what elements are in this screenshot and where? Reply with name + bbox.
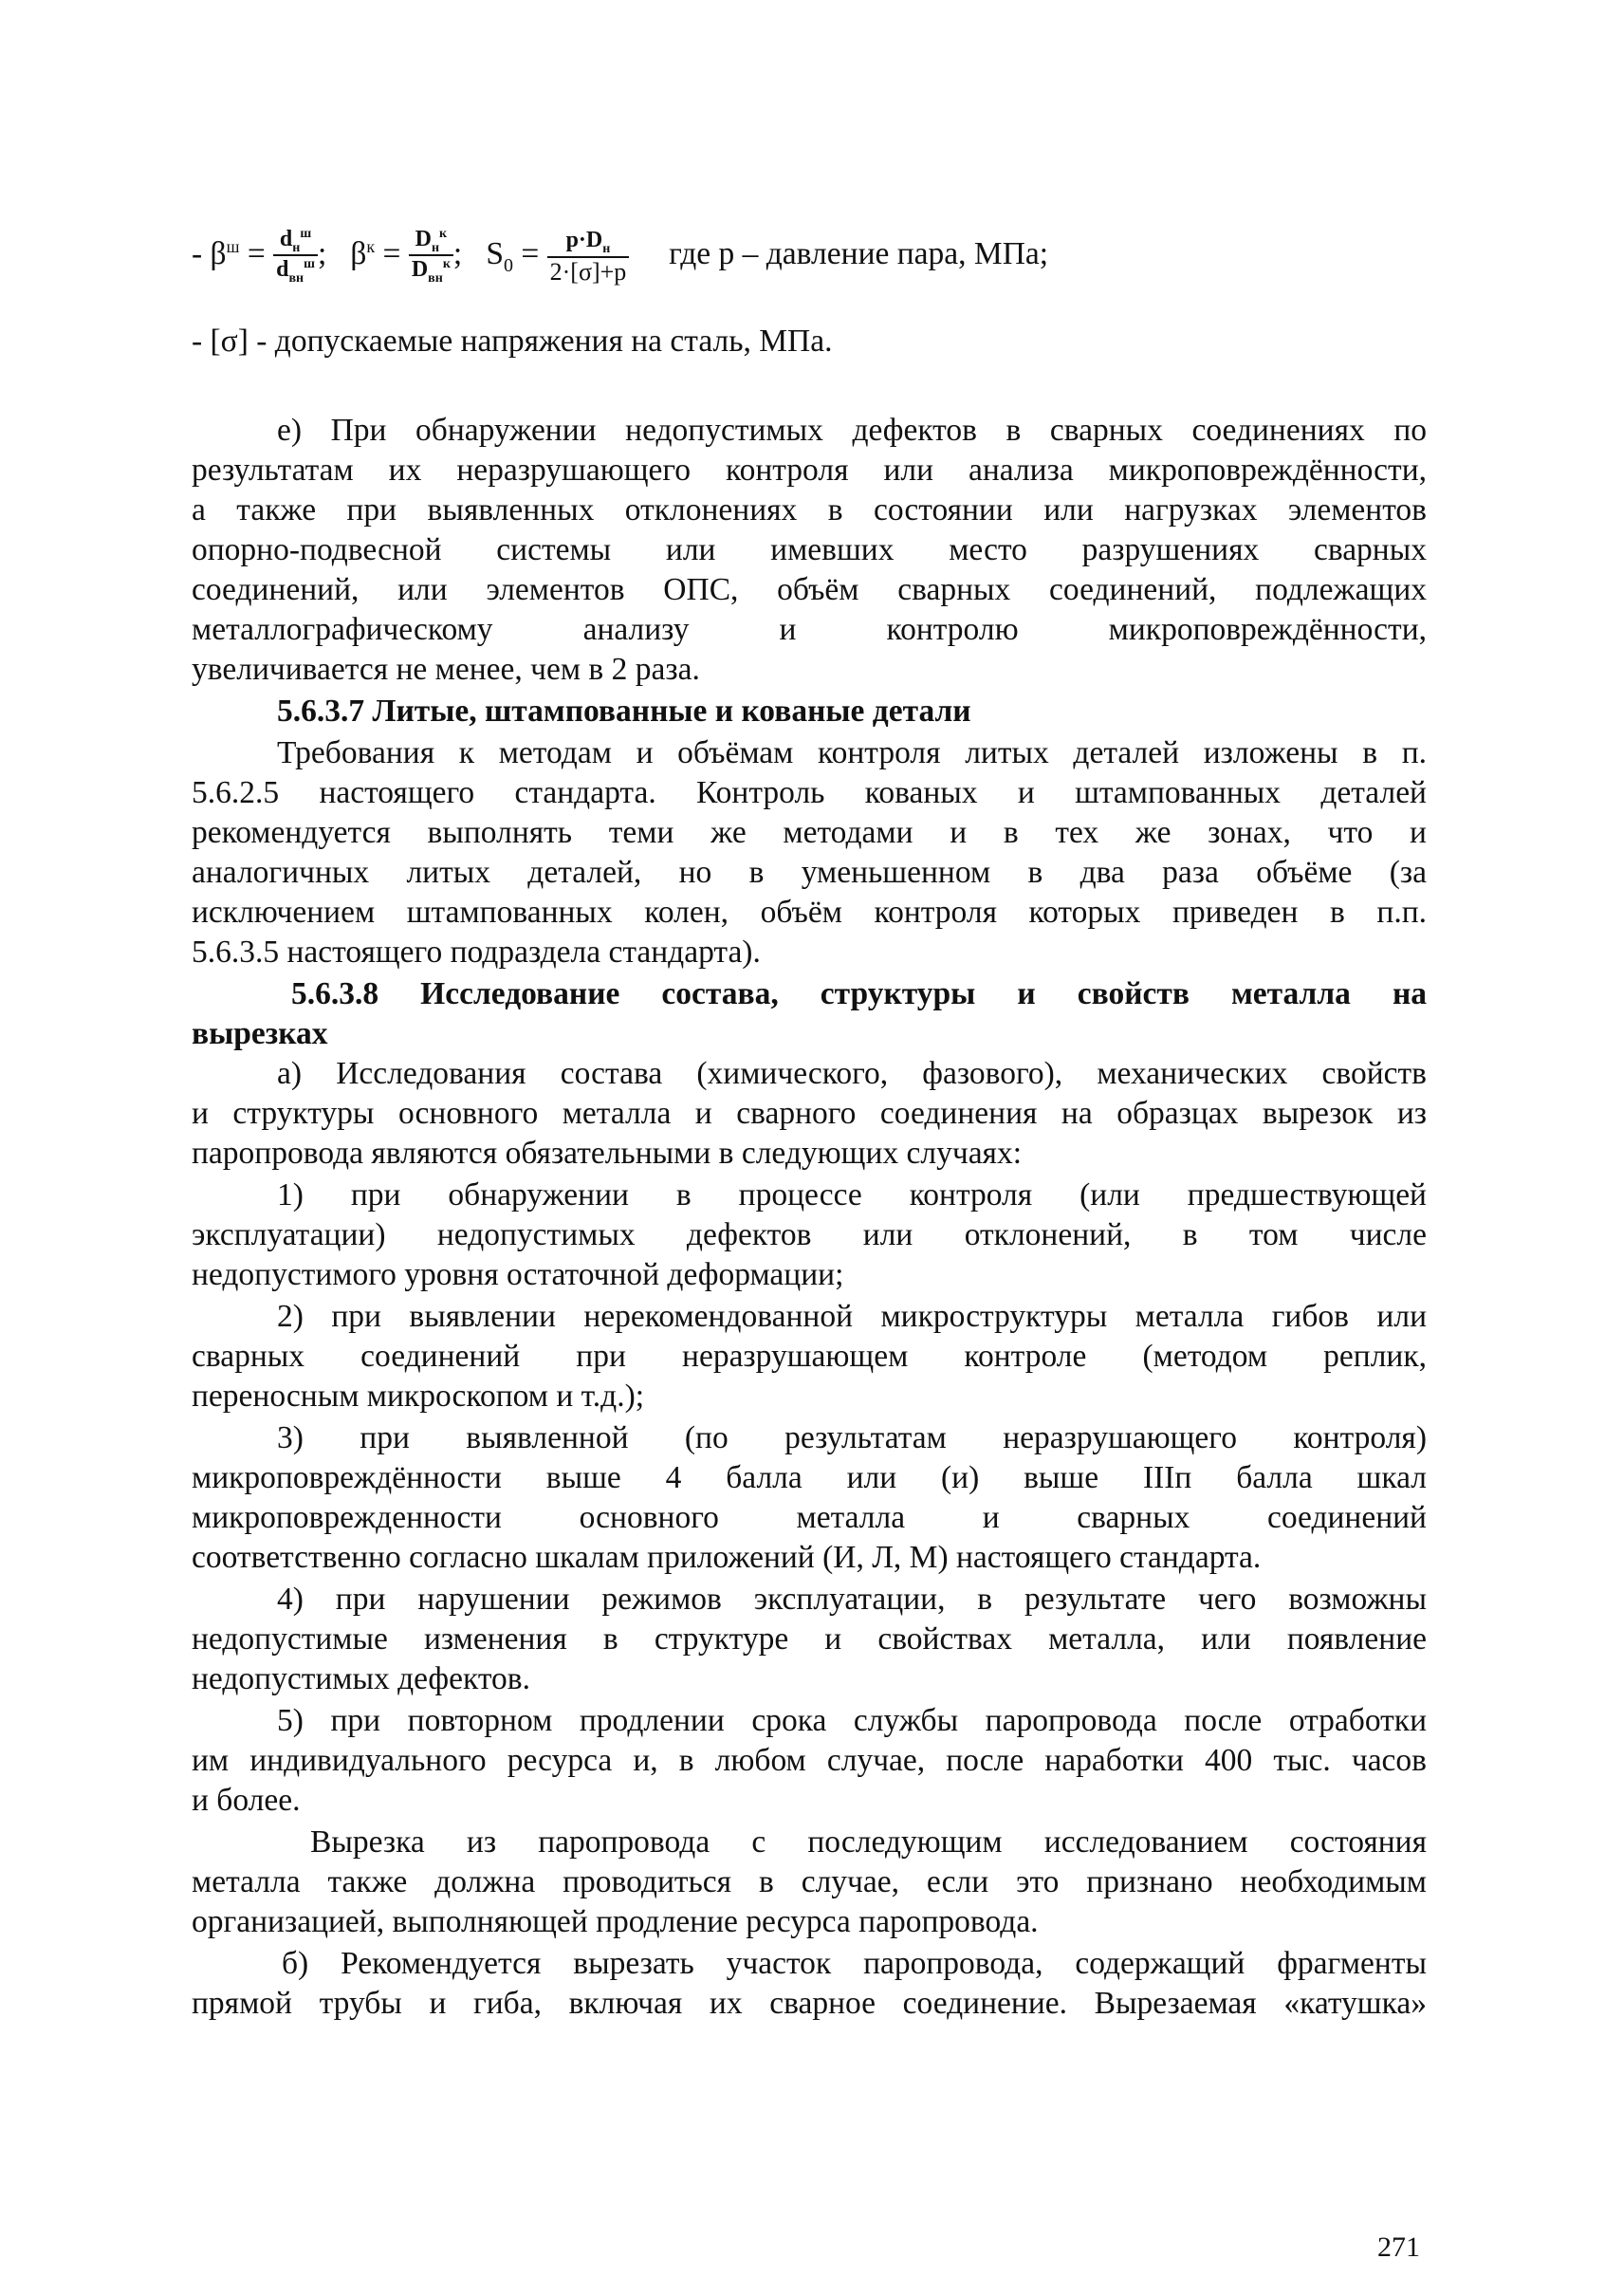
fraction-s0: $p\cdot D_н$ 2·[σ]+p <box>547 229 630 285</box>
document-page: - $\beta^ш$ = $d_н^ш$ $d_{вн}^ш$ ; $\beta^к$ = $D_н^к$ $D_{вн}^к$ ; $S_0$ = $p\cdot D_н$ 2·[σ]+p где p – давление пара, МПа; - [σ] - допускаемые напряжения на сталь, МПа. е) При обнаружении недопустимых дефектов в сварных соединениях по результатам их неразрушающего контроля или анализа микроповреждённости, а также при выявленных отклонениях в состоянии или нагрузках элементов опорно-подвесной системы или имевших место разрушениях сварных соединений, или элементов ОПС, объём сварных соединений, подлежащих металлографическому анализу и контролю микроповреждённости, увеличивается не менее, чем в 2 раза. 5.6.3.7 Литые, штампованные и кованые детали Требования к методам и объёмам контроля литых деталей изложены в п. 5.6.2.5 настоящего стандарта. Контроль кованых и штампованных деталей рекомендуется выполнять теми же методами и в тех же зонах, что и аналогичных литых деталей, но в уменьшенном в два раза объёме (за исключением штампованных колен, объём контроля которых приведен в п.п. 5.6.3.5 настоящего подраздела стандарта). 5.6.3.8 Исследование состава, структуры и свойств металла на вырезках а) Исследования состава (химического, фазового), механических свойств и структуры основного металла и сварного соединения на образцах вырезок из паропровода являются обязательными в следующих случаях: 1) при обнаружении в процессе контроля (или предшествующей эксплуатации) недопустимых дефектов или отклонений, в том числе недопустимого уровня остаточной деформации; 2) при выявлении нерекомендованной микроструктуры металла гибов или сварных соединений при неразрушающем контроле (методом реплик, переносным микроскопом и т.д.); 3) при выявленной (по результатам неразрушающего контроля) микроповреждённости выше 4 балла или (и) выше IIIп балла шкал микроповрежденности основного металла и сварных соединений соответственно согласно шкалам приложений (И, Л, М) настоящего стандарта. 4) при нарушении режимов эксплуатации, в результате чего возможны недопустимые изменения в структуре и свойствах металла, или появление недопустимых дефектов. 5) при повторном продлении срока службы паропровода после отработки им индивидуального ресурса и, в любом случае, после наработки 400 тыс. часов и более. Вырезка из паропровода с последующим исследованием состояния металла также должна проводиться в случае, если это признано необходимым организацией, выполняющей продление ресурса паропровода. б) Рекомендуется вырезать участок паропровода, содержащий фрагменты прямой трубы и гиба, включая их сварное соединение. Вырезаемая «катушка» 271 <box>192 226 1427 2263</box>
formula-line: - $\beta^ш$ = $d_н^ш$ $d_{вн}^ш$ ; $\beta^к$ = $D_н^к$ $D_{вн}^к$ ; $S_0$ = $p\cdot D_н$ 2·[σ]+p где p – давление пара, МПа; <box>192 226 1049 287</box>
fraction-beta-k: $D_н^к$ $D_{вн}^к$ <box>409 228 453 287</box>
section-heading: 5.6.3.8 Исследование состава, структуры и свойств металла на <box>291 976 1427 1011</box>
section-heading: 5.6.3.7 Литые, штампованные и кованые детали <box>277 694 971 729</box>
page-number: 271 <box>1377 2231 1420 2263</box>
fraction-beta-sh: $d_н^ш$ $d_{вн}^ш$ <box>273 228 318 287</box>
